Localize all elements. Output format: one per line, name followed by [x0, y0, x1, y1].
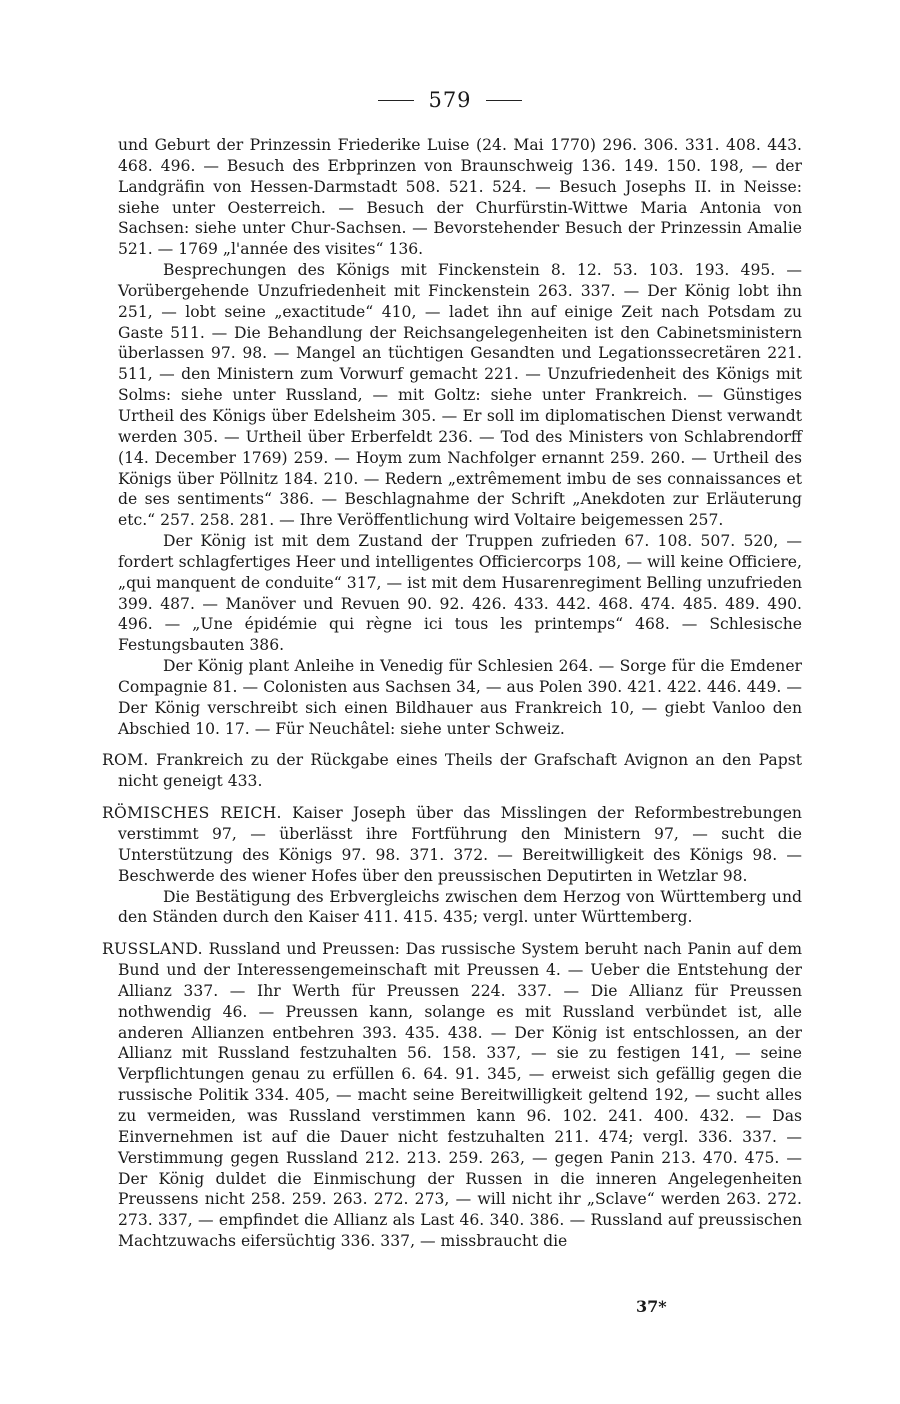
entry-headword: ROM.: [102, 751, 149, 770]
entry-text: Russland und Preussen: Das russische System beruht nach Panin auf dem Bund und der Interessengemeinschaft mit Preussen 4. — Ueber die Entstehung der Allianz 337. — Ihr Werth für Preussen 224. 337. — Die Allianz für Preussen nothwendig 46. — Preussen kann, solange es mit Russland verbündet ist, alle anderen Allianzen entbehren 393. 435. 438. — Der König ist entschlossen, an der Allianz mit Russland festzuhalten 56. 158. 337, — sie zu festigen 141, — seine Verpflichtungen genau zu erfüllen 6. 64. 91. 345, — erweist sich gefällig gegen die russische Politik 334. 405, — macht seine Bereitwilligkeit geltend 192, — sucht alles zu vermeiden, was Russland verstimmen kann 96. 102. 241. 400. 432. — Das Einvernehmen ist auf die Dauer nicht festzuhalten 211. 474; vergl. 336. 337. — Verstimmung gegen Russland 212. 213. 259. 263, — gegen Panin 213. 470. 475. — Der König duldet die Einmischung der Russen in die inneren Angelegenheiten Preussens nicht 258. 259. 263. 272. 273, — will nicht ihr „Sclave“ werden 263. 272. 273. 337, — empfindet die Allianz als Last 46. 340. 386. — Russland auf preussischen Machtzuwachs eifersüchtig 336. 337, — missbraucht die: [118, 940, 802, 1251]
page-number: 579: [428, 88, 472, 112]
sheet-signature: 37*: [636, 1297, 667, 1316]
entry-text: Kaiser Joseph über das Misslingen der Reformbestrebungen verstimmt 97, — überlässt ihre Fortführung den Ministern 97, — sucht die Unterstützung des Königs 97. 98. 371. 372. — Bereitwilligkeit des Königs 98. — Beschwerde des wiener Hofes über den preussischen Deputirten in Wetzlar 98.: [118, 804, 802, 885]
paragraph-continuation: und Geburt der Prinzessin Friederike Luise (24. Mai 1770) 296. 306. 331. 408. 443. 468. 496. — Besuch des Erbprinzen von Braunschweig 136. 149. 150. 198, — der Landgräfin von Hessen-Darmstadt 508. 521. 524. — Besuch Josephs II. in Neisse: siehe unter Oesterreich. — Besuch der Churfürstin-Wittwe Maria Antonia von Sachsen: siehe unter Chur-Sachsen. — Bevorstehender Besuch der Prinzessin Amalie 521. — 1769 „l'année des visites“ 136.: [118, 136, 802, 259]
entry-headword: RÖMISCHES REICH.: [102, 804, 282, 823]
index-entry-russland: [102, 939, 802, 1252]
page-header: [0, 88, 900, 112]
index-entry-rom: [102, 750, 802, 792]
entry-text: Frankreich zu der Rückgabe eines Theils der Grafschaft Avignon an den Papst nicht geneigt 433.: [118, 751, 802, 791]
index-entry-roemisches-reich: [102, 803, 802, 886]
header-rule-right: [486, 100, 522, 101]
header-rule-left: [378, 100, 414, 101]
index-text: [102, 135, 802, 1252]
paragraph: Besprechungen des Königs mit Finckenstein 8. 12. 53. 103. 193. 495. — Vorübergehende Unzufriedenheit mit Finckenstein 263. 337. — Der König lobt ihn 251, — lobt seine „exactitude“ 410, — ladet ihn auf einige Zeit nach Potsdam zu Gaste 511. — Die Behandlung der Reichsangelegenheiten ist den Cabinetsministern überlassen 97. 98. — Mangel an tüchtigen Gesandten und Legationssecretären 221. 511, — den Ministern zum Vorwurf gemacht 221. — Unzufriedenheit des Königs mit Solms: siehe unter Russland, — mit Goltz: siehe unter Frankreich. — Günstiges Urtheil des Königs über Edelsheim 305. — Er soll im diplomatischen Dienst verwandt werden 305. — Urtheil über Erberfeldt 236. — Tod des Ministers von Schlabrendorff (14. December 1769) 259. — Hoym zum Nachfolger ernannt 259. 260. — Urtheil des Königs über Pöllnitz 184. 210. — Redern „extrêmement imbu de ses connaissances et de ses sentiments“ 386. — Beschlagnahme der Schrift „Anekdoten zur Erläuterung etc.“ 257. 258. 281. — Ihre Veröffentlichung wird Voltaire beigemessen 257.: [118, 261, 802, 530]
paragraph: Der König plant Anleihe in Venedig für Schlesien 264. — Sorge für die Emdener Compagnie 81. — Colonisten aus Sachsen 34, — aus Polen 390. 421. 422. 446. 449. — Der König verschreibt sich einen Bildhauer aus Frankreich 10, — giebt Vanloo den Abschied 10. 17. — Für Neuchâtel: siehe unter Schweiz.: [118, 657, 802, 738]
entry-headword: RUSSLAND.: [102, 940, 203, 959]
paragraph: Der König ist mit dem Zustand der Truppen zufrieden 67. 108. 507. 520, — fordert schlagfertiges Heer und intelligentes Officiercorps 108, — will keine Officiere, „qui manquent de conduite“ 317, — ist mit dem Husarenregiment Belling unzufrieden 399. 487. — Manöver und Revuen 90. 92. 426. 433. 442. 468. 474. 485. 489. 490. 496. — „Une épidémie qui règne ici tous les printemps“ 468. — Schlesische Festungsbauten 386.: [118, 532, 802, 655]
entry-sub-paragraph: Die Bestätigung des Erbvergleichs zwischen dem Herzog von Württemberg und den Ständen durch den Kaiser 411. 415. 435; vergl. unter Württemberg.: [118, 887, 802, 927]
